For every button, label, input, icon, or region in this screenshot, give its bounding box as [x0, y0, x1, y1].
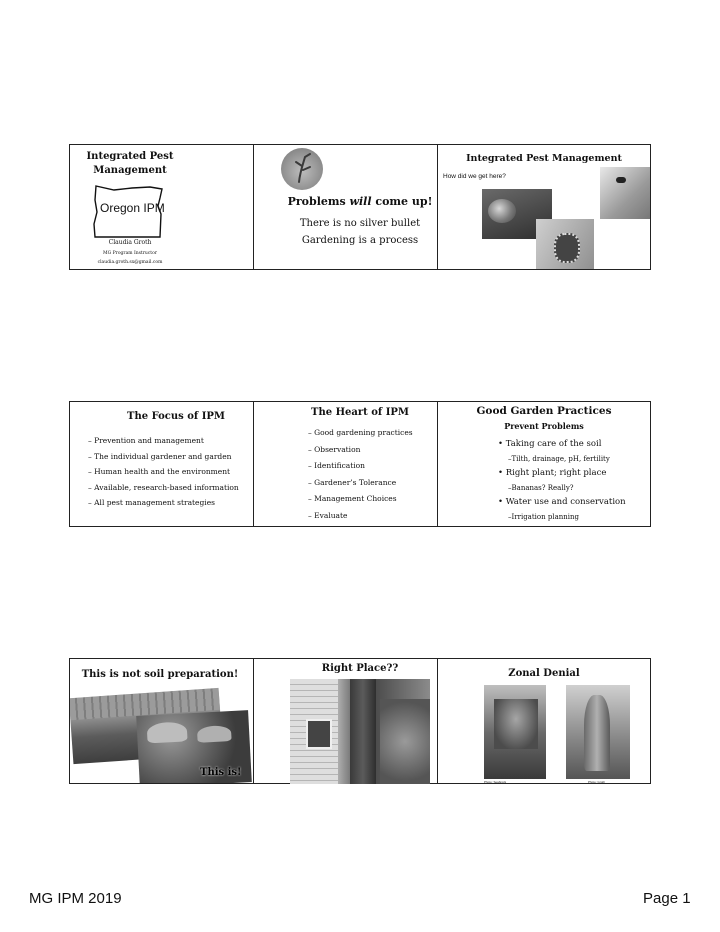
- slide-title: This is not soil preparation!: [81, 669, 239, 680]
- list-item: – Identification: [308, 461, 366, 470]
- banana-leaves: [494, 699, 538, 749]
- photo-credit-left: Photo: Seabrock: [484, 780, 507, 784]
- list-subitem: –Bananas? Really?: [508, 484, 574, 492]
- slide-heading: Problems will come up!: [287, 195, 433, 208]
- slide-title: Integrated Pest Management: [86, 151, 174, 176]
- heart-list: [308, 425, 413, 524]
- footer-title: MG IPM 2019: [29, 890, 122, 907]
- list-item: – Observation: [308, 444, 361, 454]
- snail-shell: [488, 199, 516, 223]
- beetle-shape: [554, 233, 580, 263]
- photo-credit-right: Photo: Groth: [588, 780, 606, 784]
- window: [306, 719, 332, 749]
- slide-focus-of-ipm: [69, 401, 283, 527]
- slide-heart-of-ipm: [253, 401, 467, 527]
- slide-problems-will-come-up: [253, 144, 467, 270]
- slide-title: Good Garden Practices: [476, 405, 612, 417]
- author-email: claudia.groth.sx@gmail.com: [97, 260, 163, 265]
- slide-title: The Focus of IPM: [127, 411, 225, 422]
- slide-right-place: [253, 658, 467, 784]
- leaves: [147, 721, 188, 743]
- slide-integrated-pest-management-history: [437, 144, 651, 270]
- insect-photo-1: [600, 167, 650, 219]
- shrubs: [380, 699, 430, 784]
- mantis-icon: [281, 148, 323, 190]
- slide-zonal-denial: [437, 658, 651, 784]
- slide-subtitle: How did we get here?: [443, 173, 506, 180]
- beetle-photo: [536, 219, 594, 270]
- slide-line-1: There is no silver bullet: [299, 218, 421, 229]
- practices-list: [498, 437, 626, 524]
- bug-shape: [616, 177, 626, 183]
- list-item: – All pest management strategies: [88, 498, 215, 507]
- list-item: – Prevention and management: [88, 436, 204, 445]
- list-item: – Good gardening practices: [308, 428, 413, 437]
- slide-title: The Heart of IPM: [311, 407, 409, 418]
- list-item: – The individual gardener and garden: [88, 451, 232, 461]
- leaves: [197, 725, 232, 743]
- author-role: MG Program Instructor: [103, 251, 157, 256]
- list-subitem: –Tilth, drainage, pH, fertility: [508, 455, 610, 463]
- slide-not-soil-preparation: [69, 658, 283, 784]
- dead-leaves: [584, 695, 610, 771]
- list-item: – Evaluate: [308, 510, 348, 520]
- praying-mantis-photo: [281, 148, 323, 190]
- photo-caption: This is!: [200, 767, 242, 778]
- list-item: – Management Choices: [308, 494, 397, 503]
- slide-line-2: Gardening is a process: [301, 235, 419, 246]
- list-item: • Water use and conservation: [498, 497, 626, 507]
- list-item: – Available, research-based information: [88, 482, 239, 492]
- slide-good-garden-practices: [437, 401, 651, 527]
- banana-plant-photo: [484, 685, 546, 779]
- slide-subtitle: Oregon IPM: [100, 201, 165, 215]
- frost-damaged-plant-photo: [566, 685, 630, 779]
- list-item: – Human health and the environment: [88, 467, 231, 476]
- list-subitem: –Irrigation planning: [508, 513, 579, 521]
- list-item: – Gardener’s Tolerance: [308, 477, 397, 487]
- focus-list: [88, 433, 239, 511]
- slide-title: Integrated Pest Management: [466, 153, 622, 164]
- slide-integrated-pest-management-title: [69, 144, 283, 270]
- list-item: • Taking care of the soil: [498, 439, 602, 449]
- footer-page-number: Page 1: [643, 890, 691, 907]
- list-item: • Right plant; right place: [498, 468, 607, 478]
- tree-trunk: [350, 679, 376, 784]
- slide-subtitle: Prevent Problems: [504, 421, 584, 431]
- slide-title: Zonal Denial: [508, 668, 580, 679]
- house-and-tree-photo: [290, 679, 430, 784]
- slide-title: Right Place??: [321, 663, 399, 674]
- author-name: Claudia Groth: [108, 239, 152, 246]
